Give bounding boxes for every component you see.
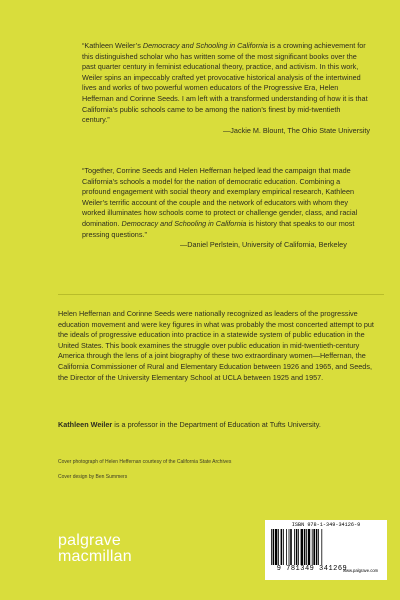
section-divider <box>58 294 384 295</box>
logo-line-1: palgrave <box>58 532 121 549</box>
publisher-logo <box>58 533 132 565</box>
endorsement-quote-2 <box>82 166 370 251</box>
design-credit: Cover design by Ben Summers <box>58 474 128 480</box>
isbn-label: ISBN 978-1-349-34126-9 <box>291 522 361 528</box>
book-title: Democracy and Schooling in California <box>121 218 247 228</box>
author-bio: Kathleen Weiler is a professor in the Department of Education at Tufts University. <box>58 420 321 429</box>
quote-2-attribution: —Daniel Perlstein, University of California, Berkeley <box>180 240 347 250</box>
barcode-panel <box>265 520 387 580</box>
publisher-url: www.palgrave.com <box>343 568 379 573</box>
author-name: Kathleen Weiler <box>58 420 113 429</box>
quote-2-text: “Together, Corrine Seeds and Helen Heffernan helped lead the campaign that made California’s schools a model for the nation of democratic education. Combining a profound engagement with social theory and exemplary empirical research, Kathleen Weiler’s terrific account of the couple and the network of educators with whom they worked illuminates how schools come to protect or challenge gender, class, and racial domination. Democracy and Schooling in California is history that speaks to our most pressing questions.” <box>82 166 358 239</box>
quote-1-attribution: —Jackie M. Blount, The Ohio State University <box>223 125 370 135</box>
book-description: Helen Heffernan and Corinne Seeds were nationally recognized as leaders of the progressive education movement and were key figures in what was probably the most concerted attempt to put the ideals of progressive education into practice in a statewide system of public education in the United States. This book examines the struggle over public education in mid-twentieth-century America through the lens of a joint biography of these two extraordinary women—Heffernan, the California Commissioner of Rural and Elementary Education between 1926 and 1965, and Seeds, the Director of the University Elementary School at UCLA between 1925 and 1957. <box>58 309 374 382</box>
book-title: Democracy and Schooling in California <box>142 41 268 50</box>
barcode-icon <box>271 529 351 565</box>
quote-1-text: “Kathleen Weiler’s Democracy and Schooling in California is a crowning achievement for this distinguished scholar who has written some of the most significant books over the past quarter century in feminist educational theory, practice, and activism. In this work, Weiler spins an impeccably crafted yet provocative historical analysis of the intertwined lives and works of two powerful women educators of the Progressive Era, Helen Heffernan and Corinne Seeds. I am left with a transformed understanding of how it is that California’s public schools came to be among the nation’s finest by mid-twentieth century.” <box>82 41 368 125</box>
isbn-number: 9 781349 341269 <box>276 565 348 573</box>
logo-line-2: macmillan <box>58 548 132 565</box>
photo-credit: Cover photograph of Helen Heffernan courtesy of the California State Archives <box>58 459 232 465</box>
endorsement-quote-1 <box>82 41 370 136</box>
